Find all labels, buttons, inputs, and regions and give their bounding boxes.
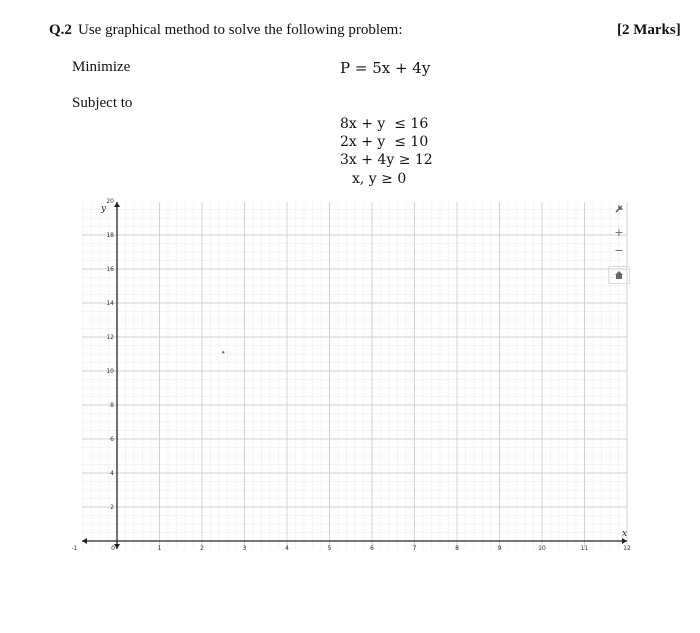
- wrench-icon[interactable]: [608, 200, 630, 218]
- subject-to-label: Subject to: [72, 95, 133, 111]
- constraint-4: x, y ≥ 0: [352, 171, 407, 187]
- y-tick-label: 10: [106, 368, 114, 375]
- y-tick-label: 20: [106, 198, 114, 205]
- x-tick-label: 6: [370, 545, 374, 552]
- zoom-in-button[interactable]: +: [614, 226, 624, 239]
- x-tick-label: 12: [623, 545, 631, 552]
- constraint-3: 3x + 4y ≥ 12: [340, 152, 433, 168]
- x-tick-label: 9: [497, 545, 502, 552]
- marks-label: [2 Marks]: [617, 22, 681, 38]
- x-tick-label: 5: [327, 545, 332, 552]
- x-tick-label: 0: [111, 545, 115, 552]
- question-number: Q.2: [49, 22, 72, 38]
- home-icon[interactable]: [608, 266, 630, 284]
- graph-toolbar: [608, 200, 630, 284]
- x-tick-label: 8: [455, 545, 459, 552]
- x-tick-label: 10: [538, 545, 546, 552]
- axes: [82, 202, 627, 549]
- tick-labels: [72, 198, 631, 552]
- question-text: Use graphical method to solve the following problem:: [78, 22, 403, 38]
- x-tick-label: 11: [580, 545, 589, 552]
- constraint-2: 2x + y ≤ 10: [340, 134, 429, 150]
- marked-point: [222, 351, 224, 353]
- y-tick-label: 18: [106, 232, 114, 239]
- y-axis-label: y: [101, 204, 107, 214]
- y-tick-label: 12: [106, 334, 114, 341]
- y-tick-label: 2: [110, 504, 114, 511]
- y-tick-label: 6: [110, 436, 114, 443]
- constraint-1: 8x + y ≤ 16: [340, 116, 429, 132]
- graph-canvas[interactable]: [72, 192, 637, 562]
- x-tick-label: 4: [285, 545, 289, 552]
- y-tick-label: 4: [110, 470, 114, 477]
- grid-minor: [82, 202, 627, 549]
- y-axis-top-arrow: [114, 202, 120, 207]
- x-tick-label: 1: [157, 545, 162, 552]
- objective-function: P = 5x + 4y: [340, 59, 431, 77]
- x-tick-label: 3: [242, 545, 247, 552]
- y-tick-label: 16: [106, 266, 114, 273]
- x-tick-label: 2: [200, 545, 204, 552]
- y-tick-label: 14: [106, 300, 114, 307]
- zoom-out-button[interactable]: −: [614, 244, 624, 257]
- grid-major: [82, 202, 627, 549]
- x-axis-label: x: [622, 529, 628, 539]
- x-tick-label: 7: [412, 545, 417, 552]
- minimize-label: Minimize: [72, 59, 131, 75]
- x-tick-label: -1: [72, 545, 78, 552]
- y-tick-label: 8: [110, 402, 114, 409]
